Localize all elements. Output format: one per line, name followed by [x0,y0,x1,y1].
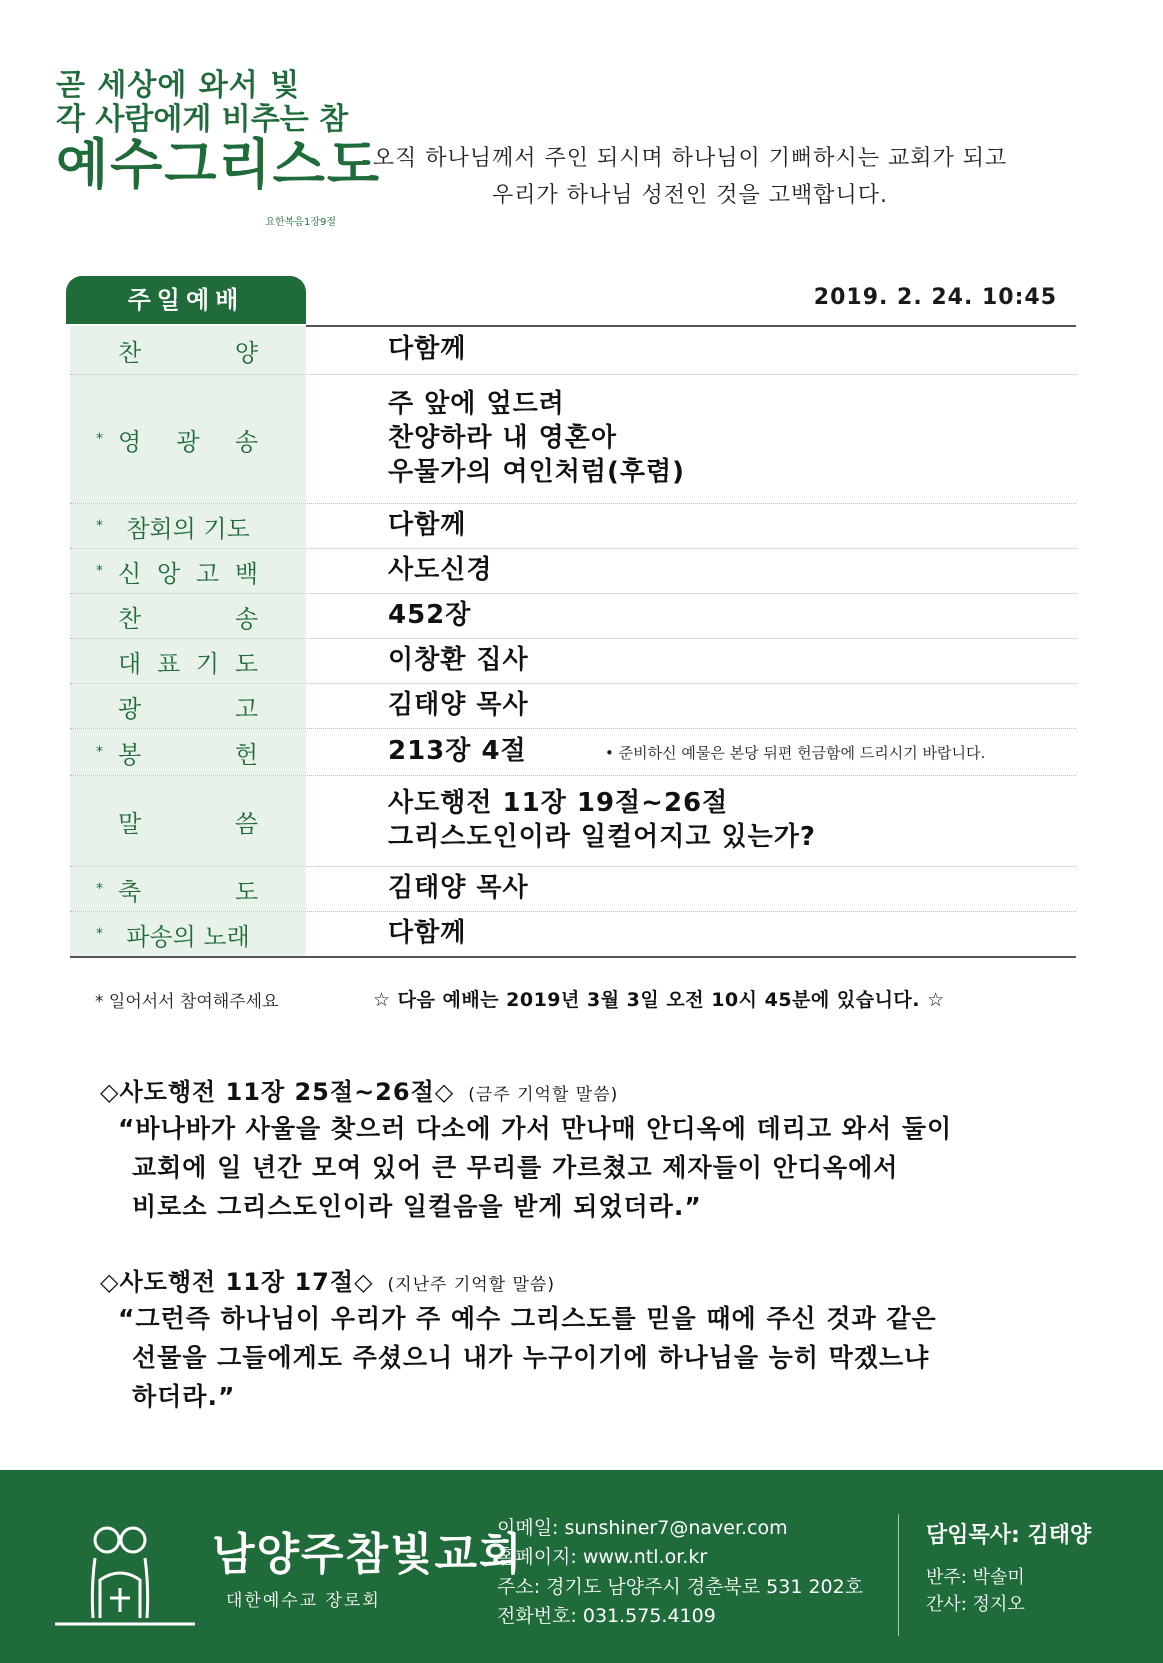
last-week-verse-tag: (지난주 기억할 말씀) [387,1275,555,1295]
order-label [70,504,306,548]
order-content-line: 김태양 목사 [388,873,529,904]
order-label-char: 축 [118,877,142,906]
phone: 전화번호: 031.575.4109 [497,1605,716,1628]
accompanist: 반주: 박솔미 [926,1567,1025,1588]
order-label [70,326,306,374]
order-content [388,787,816,855]
order-content [388,735,527,769]
order-label-char: 양 [234,338,258,367]
order-content-line: 찬양하라 내 영혼아 [388,423,618,454]
order-content [388,388,685,489]
order-content [388,599,471,633]
order-label [70,776,306,866]
this-week-verse-ref [100,1072,618,1107]
order-label [70,684,306,728]
email[interactable]: 이메일: sunshiner7@naver.com [497,1517,788,1539]
contact-info [497,1514,863,1632]
order-row [70,549,1076,594]
order-content-line: 이창환 집사 [388,645,529,676]
verse-line: 비로소 그리스도인이라 일컬음을 받게 되었더라.” [132,1191,702,1221]
order-label-text [118,554,258,589]
order-label-text [118,644,258,679]
order-label-char: 고 [195,559,220,588]
order-label [70,639,306,683]
order-row [70,594,1076,639]
order-row [70,375,1076,504]
order-label-char: 도 [234,877,258,906]
motto-line-2: 우리가 하나님 성전인 것을 고백합니다. [492,183,888,209]
order-label-text [118,422,258,457]
order-row [70,912,1076,958]
order-label-char: 표 [156,649,181,678]
order-content-line: 김태양 목사 [388,690,529,721]
senior-pastor: 담임목사: 김태양 [926,1523,1092,1548]
stand-marker: * [96,563,103,579]
order-content-line: 주 앞에 엎드려 [388,389,565,420]
order-label-text [118,917,258,952]
stand-marker: * [96,744,103,760]
order-label-char: 찬 [118,604,142,633]
order-content-line: 그리스도인이라 일컬어지고 있는가? [388,822,816,852]
worship-date: 2019. 2. 24. 10:45 [813,285,1057,310]
verse-line: “그런즉 하나님이 우리가 주 예수 그리스도를 믿을 때에 주신 것과 같은 [118,1304,937,1333]
order-content [388,872,529,906]
order-label [70,375,306,503]
logo-verse-ref: 요한복음1장9절 [265,217,336,228]
order-row [70,729,1076,776]
order-label-char: 송 [234,604,258,633]
last-week-verse-body [118,1300,1038,1416]
verse-line: 하더라.” [132,1381,236,1411]
address: 주소: 경기도 남양주시 경춘북로 531 202호 [497,1575,864,1598]
this-week-verse-body [118,1110,1038,1226]
church-emblem-icon [45,1518,205,1638]
order-label-char: 도 [234,649,258,678]
order-row [70,776,1076,867]
order-label-char: 백 [234,559,258,588]
order-label [70,867,306,911]
order-label-char: 영 [118,427,142,456]
logo-line-3: 예수그리스도 [56,133,381,196]
verse-line: 교회에 일 년간 모여 있어 큰 무리를 가르쳤고 제자들이 안디옥에서 [132,1152,899,1182]
order-content [388,333,466,367]
stand-marker: * [96,926,103,942]
header-logo [56,68,381,230]
order-label [70,729,306,775]
order-content-line: 213장 4절 [388,736,527,767]
secretary: 간사: 정지오 [926,1594,1025,1615]
order-row [70,684,1076,729]
order-label-char: 대 [118,649,142,678]
order-content [388,554,492,588]
this-week-verse-tag: (금주 기억할 말씀) [468,1085,619,1105]
stand-marker: * [96,518,103,534]
stand-marker: * [96,881,103,897]
order-content-line: 사도신경 [388,555,493,586]
church-motto [340,140,1040,215]
logo-line-2: 각 사람에게 비추는 참 [56,101,349,137]
last-week-verse-ref-text: ◇사도행전 11장 17절◇ [100,1268,374,1296]
order-label-text [118,333,258,368]
order-content [388,689,529,723]
order-content [388,644,529,678]
order-label-char: 씀 [234,809,258,838]
order-label-char: 송 [234,427,258,456]
order-label-text [118,689,258,724]
order-label-text [118,599,258,634]
order-label-char: 참회의 기도 [126,514,250,543]
order-content-line: 452장 [388,600,472,631]
order-row [70,326,1076,375]
order-label-text [118,872,258,907]
order-label [70,549,306,593]
verse-line: 선물을 그들에게도 주셨으니 내가 누구이기에 하나님을 능히 막겠느냐 [132,1342,930,1372]
order-content [388,917,466,951]
order-label-char: 앙 [156,559,181,588]
offering-note: • 준비하신 예물은 본당 뒤편 헌금함에 드리시기 바랍니다. [605,743,986,762]
order-content [388,509,466,543]
order-label-char: 말 [118,809,142,838]
next-service-notice: ☆ 다음 예배는 2019년 3월 3일 오전 10시 45분에 있습니다. ☆ [373,989,945,1011]
order-row [70,639,1076,684]
order-label-char: 신 [118,559,142,588]
order-label-char: 광 [118,694,142,723]
order-label [70,594,306,638]
order-label-char: 찬 [118,338,142,367]
worship-title-tab: 주일예배 [66,276,306,324]
order-row [70,504,1076,549]
order-row [70,867,1076,912]
order-content-line: 우물가의 여인처럼(후렴) [388,456,685,487]
logo-line-1: 곧 세상에 와서 빛 [56,68,301,103]
order-content-line: 다함께 [388,510,467,541]
order-label-char: 고 [234,694,258,723]
this-week-verse-ref-text: ◇사도행전 11장 25절~26절◇ [100,1078,455,1106]
last-week-verse-ref [100,1262,555,1297]
church-denomination: 대한예수교 장로회 [226,1591,381,1611]
order-label [70,912,306,956]
footer [0,1470,1163,1663]
footer-divider [898,1514,899,1636]
order-label-char: 파송의 노래 [126,922,250,951]
standing-footnote: * 일어서서 참여해주세요 [95,992,279,1012]
order-label-char: 봉 [118,740,142,769]
worship-order-list [70,326,1076,958]
order-content-line: 다함께 [388,918,467,949]
order-label-text [118,509,258,544]
verse-line: “바나바가 사울을 찾으러 다소에 가서 만나매 안디옥에 데리고 와서 둘이 [118,1114,953,1143]
order-label-text [118,804,258,839]
order-label-char: 기 [195,649,220,678]
order-label-char: 광 [176,427,200,456]
order-content-line: 다함께 [388,334,467,365]
motto-line-1: 오직 하나님께서 주인 되시며 하나님이 기뻐하시는 교회가 되고 [372,146,1008,171]
order-label-text [118,735,258,770]
staff-list [926,1564,1025,1618]
order-label-char: 헌 [234,740,258,769]
church-name: 남양주참빛교회 [212,1529,524,1580]
order-content-line: 사도행전 11장 19절~26절 [388,788,729,819]
stand-marker: * [96,431,103,447]
homepage[interactable]: 홈페이지: www.ntl.or.kr [497,1546,708,1569]
